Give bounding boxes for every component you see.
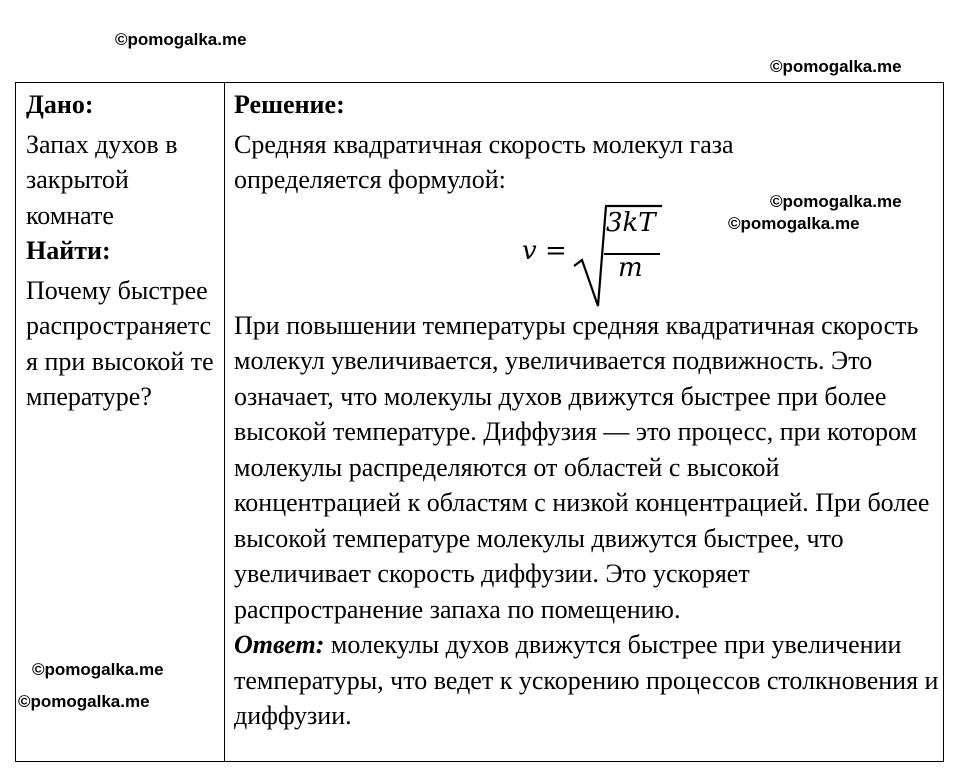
formula-numerator: 3kT xyxy=(606,207,656,238)
column-divider xyxy=(224,83,225,761)
formula-denominator: m xyxy=(618,252,643,283)
answer-text: молекулы духов движутся быстрее при увеличении температуры, что ведет к ускорению процессов столкновения и диффузии. xyxy=(234,630,939,730)
solution-intro: Средняя квадратичная скорость молекул газа определяется формулой: xyxy=(234,129,734,194)
given-heading: Дано: xyxy=(26,90,94,119)
solution-heading: Решение: xyxy=(234,90,345,119)
formula-lhs: v = xyxy=(522,235,567,266)
watermark: ©pomogalka.me xyxy=(18,692,150,711)
solution-column xyxy=(234,87,939,734)
rms-speed-formula xyxy=(234,198,939,308)
solution-paragraph: При повышении температуры средняя квадратичная скорость молекул увеличивается, увеличивается подвижность. Это означает, что молекулы духов движутся быстрее при более высокой температуре. Диффузия — это процесс, при котором молекулы распределяются от областей с высокой концентрацией к областям с низкой концентрацией. При более высокой температуре молекулы движутся быстрее, что увеличивает скорость диффузии. Это ускоряет распространение запаха по помещению. xyxy=(234,310,930,624)
task-table xyxy=(15,82,944,762)
given-text: Запах духов в закрытой комнате xyxy=(26,129,178,230)
find-text: Почему быстрее распространяется при высокой температуре? xyxy=(26,275,214,411)
watermark: ©pomogalka.me xyxy=(32,660,164,679)
watermark: ©pomogalka.me xyxy=(115,30,247,49)
watermark: ©pomogalka.me xyxy=(770,57,902,76)
watermark: ©pomogalka.me xyxy=(770,192,902,211)
watermark: ©pomogalka.me xyxy=(728,214,860,233)
given-column xyxy=(26,87,218,415)
find-heading: Найти: xyxy=(26,236,111,265)
answer-label: Ответ: xyxy=(234,630,325,659)
answer xyxy=(234,627,939,734)
